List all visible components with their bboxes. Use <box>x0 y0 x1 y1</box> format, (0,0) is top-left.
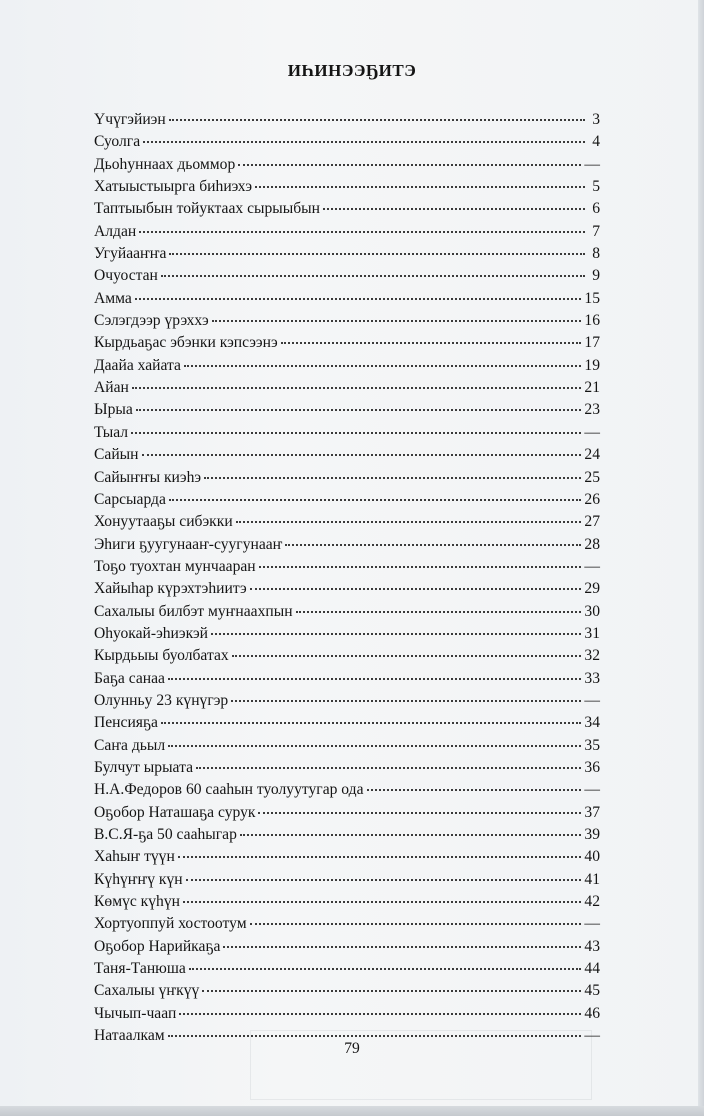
toc-entry-title: Таня-Танюша <box>94 960 186 978</box>
page-edge-right <box>698 0 704 1116</box>
toc-entry-title: Сайыҥҥы киэһэ <box>94 468 202 486</box>
toc-entry-title: Натаалкам <box>94 1027 165 1045</box>
toc-entry-page: 21 <box>584 379 600 397</box>
toc-entry-title: Кырдьыы буолбатах <box>94 647 229 665</box>
toc-leader-dots <box>281 327 582 344</box>
toc-entry-page: 42 <box>584 893 600 911</box>
toc-leader-dots <box>259 551 582 568</box>
toc-entry-title: Амма <box>94 289 132 307</box>
toc-leader-dots <box>250 908 582 925</box>
toc-entry-page: — <box>584 557 600 575</box>
toc-entry-title: Айан <box>94 379 129 397</box>
toc-entry-page: 32 <box>584 647 600 665</box>
toc-entry-title: Угуйааҥҥа <box>94 245 167 263</box>
toc-leader-dots <box>161 260 585 277</box>
toc-entry-title: Очуостан <box>94 267 158 285</box>
toc-entry-page: 27 <box>584 513 600 531</box>
toc-entry-page: 15 <box>584 289 600 307</box>
toc-leader-dots <box>142 439 582 456</box>
toc-entry-page: 45 <box>584 982 600 1000</box>
toc-entry-page: 5 <box>592 178 600 196</box>
toc-entry-title: Олунньу 23 күнүгэр <box>94 691 229 709</box>
toc-leader-dots <box>240 819 582 836</box>
toc-entry-page: 35 <box>584 736 600 754</box>
toc-entry-title: Хонуутааҕы сибэкки <box>94 513 233 531</box>
toc-entry-title: Таптыыбын тойуктаах сырыыбын <box>94 200 320 218</box>
toc-leader-dots <box>169 104 585 121</box>
toc-entry-page: 24 <box>584 446 600 464</box>
toc-leader-dots <box>211 618 581 635</box>
toc-entry-title: Эһиги ҕуугунааҥ-суугунааҥ <box>94 535 283 553</box>
toc-entry-page: 25 <box>584 468 600 486</box>
toc-entry-page: 46 <box>584 1004 600 1022</box>
toc-leader-dots <box>168 663 581 680</box>
toc-entry-page: 43 <box>584 937 600 955</box>
toc-leader-dots <box>255 171 585 188</box>
toc-entry-title: Дьоһуннаах дьоммор <box>94 155 236 173</box>
toc-entry-page: 30 <box>584 602 600 620</box>
toc-leader-dots <box>168 730 581 747</box>
toc-entry-page: 37 <box>584 803 600 821</box>
toc-entry-title: В.С.Я-ҕа 50 сааһыгар <box>94 826 237 843</box>
toc-entry-page: 19 <box>584 356 600 374</box>
toc-entry-title: Үчүгэйиэн <box>94 111 166 128</box>
toc-leader-dots <box>139 216 585 233</box>
toc-leader-dots <box>250 573 582 590</box>
toc-leader-dots <box>169 238 585 255</box>
toc-entry-page: 7 <box>592 222 600 240</box>
toc-entry-page: 9 <box>592 267 600 285</box>
toc-leader-dots <box>186 864 582 881</box>
toc-leader-dots <box>131 417 581 434</box>
toc-leader-dots <box>296 596 582 613</box>
toc-leader-dots <box>285 529 581 546</box>
toc-entry-title: Ырыа <box>94 401 133 419</box>
toc-entry-page: — <box>584 155 600 173</box>
toc-entry-page: 16 <box>584 312 600 330</box>
toc-entry-page: 26 <box>584 490 600 508</box>
toc-leader-dots <box>231 685 581 702</box>
toc-leader-dots <box>135 283 582 300</box>
toc-entry-title: Көмүс күһүн <box>94 893 180 911</box>
toc-entry-title: Оҕобор Наташаҕа сурук <box>94 803 256 821</box>
toc-entry-title: Оһуокай-эһиэкэй <box>94 624 208 642</box>
toc-entry-title: Н.А.Федоров 60 сааһын туолуутугар ода <box>94 781 364 799</box>
toc-entry-page: 4 <box>592 133 600 151</box>
toc-leader-dots <box>178 841 582 858</box>
toc-entry-page: — <box>584 781 600 799</box>
toc-leader-dots <box>136 394 582 411</box>
toc-leader-dots <box>223 931 581 948</box>
toc-entry-page: — <box>584 1027 600 1045</box>
toc-entry-title: Тыал <box>94 423 129 441</box>
toc-entry-title: Даайа хайата <box>94 356 181 374</box>
toc-entry-page: 29 <box>584 580 600 598</box>
toc-entry-page: 23 <box>584 401 600 419</box>
toc-entry-title: Чычып-чаап <box>94 1004 177 1022</box>
toc-entry-title: Тоҕо туохтан мунчааран <box>94 557 256 575</box>
toc-leader-dots <box>143 126 585 143</box>
toc-entry-title: Хаһыҥ түүн <box>94 848 175 866</box>
toc-entry-title: Суолга <box>94 133 141 151</box>
toc-leader-dots <box>232 640 582 657</box>
page-title: ИҺИНЭЭҔИТЭ <box>287 61 417 80</box>
toc-leader-dots <box>236 506 582 523</box>
toc-entry-title: Сэлэгдээр үрэххэ <box>94 312 209 330</box>
toc-leader-dots <box>258 797 581 814</box>
toc-leader-dots <box>168 1020 582 1037</box>
toc-entry-title: Булчут ырыата <box>94 758 194 776</box>
toc-entry-page: — <box>584 915 600 933</box>
toc-entry-title: Саҥа дьыл <box>94 736 166 754</box>
toc-entry-page: 34 <box>584 714 600 732</box>
toc-leader-dots <box>212 305 582 322</box>
toc-leader-dots <box>179 998 581 1015</box>
toc-entry-title: Сахалыы үҥкүү <box>94 982 200 1000</box>
toc-entry-title: Сайын <box>94 446 139 464</box>
toc-leader-dots <box>196 752 581 769</box>
page-number: 79 <box>344 1040 360 1057</box>
toc-entry-title: Кырдьаҕас эбэнки кэпсээнэ <box>94 334 278 352</box>
toc-entry-page: 39 <box>584 826 600 843</box>
toc-entry-page: — <box>584 691 600 709</box>
toc-leader-dots <box>161 707 581 724</box>
toc-entry-title: Сахалыы билбэт муҥнаахпын <box>94 602 293 620</box>
table-of-contents <box>94 107 600 1045</box>
toc-leader-dots <box>184 350 581 367</box>
toc-leader-dots <box>202 975 581 992</box>
toc-entry-page: 36 <box>584 758 600 776</box>
toc-leader-dots <box>367 774 582 791</box>
toc-entry-title: Оҕобор Нарийкаҕа <box>94 937 221 955</box>
toc-entry-page: 40 <box>584 848 600 866</box>
toc-entry-page: 33 <box>584 669 600 687</box>
toc-leader-dots <box>183 886 581 903</box>
toc-leader-dots <box>169 484 582 501</box>
toc-entry-page: 44 <box>584 960 600 978</box>
toc-entry-page: 8 <box>592 245 600 263</box>
toc-leader-dots <box>238 149 581 166</box>
toc-entry-title: Пенсияҕа <box>94 714 158 732</box>
toc-entry-title: Күһүҥҥү күн <box>94 870 183 888</box>
toc-entry-page: 3 <box>592 111 600 128</box>
toc-leader-dots <box>323 193 585 210</box>
toc-leader-dots <box>189 953 582 970</box>
toc-entry-title: Баҕа санаа <box>94 669 165 687</box>
toc-entry-title: Алдан <box>94 222 137 240</box>
toc-entry-page: 6 <box>592 200 600 218</box>
toc-leader-dots <box>204 462 581 479</box>
toc-entry-title: Хайыһар күрэхтэһиитэ <box>94 580 247 598</box>
toc-leader-dots <box>132 372 582 389</box>
toc-entry-title: Хортуоппуй хостоотум <box>94 915 247 933</box>
toc-entry-page: — <box>584 423 600 441</box>
toc-entry-title: Хатыыстыырга биһиэхэ <box>94 178 253 196</box>
toc-entry-page: 41 <box>584 870 600 888</box>
toc-entry-page: 31 <box>584 624 600 642</box>
page-edge-bottom <box>0 1106 704 1116</box>
toc-entry-page: 28 <box>584 535 600 553</box>
toc-entry-title: Сарсыарда <box>94 490 166 508</box>
toc-entry-page: 17 <box>584 334 600 352</box>
